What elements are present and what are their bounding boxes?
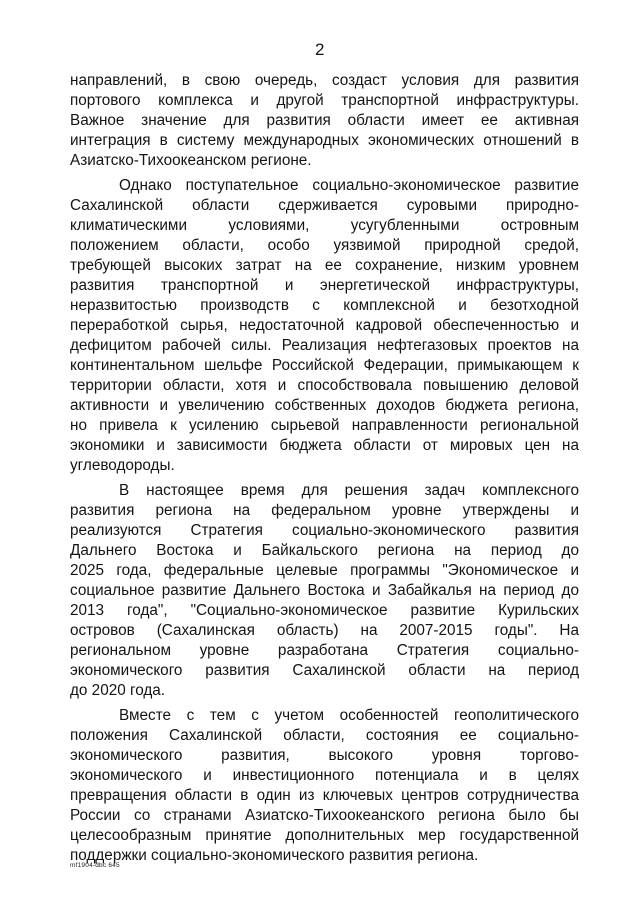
page-number: 2 xyxy=(315,40,325,59)
text-line: Важное значение для развития области имеет ее активная xyxy=(70,112,579,129)
text-line: но привела к усилению сырьевой направленности региональной xyxy=(70,417,579,434)
text-line: целесообразным принятие дополнительных мер государственной xyxy=(70,827,579,844)
paragraph xyxy=(70,706,579,866)
text-line: развития транспортной и энергетической инфраструктуры, xyxy=(70,277,579,294)
text-line: Сахалинской области сдерживается суровыми природно- xyxy=(70,197,579,214)
text-line: Азиатско-Тихоокеанском регионе. xyxy=(70,152,312,169)
text-line: положения Сахалинской области, состояния ее социально- xyxy=(70,727,579,744)
text-line: островов (Сахалинская область) на 2007-2015 годы". На xyxy=(70,622,579,639)
text-line: 2013 года", "Социально-экономическое развитие Курильских xyxy=(70,602,579,619)
text-line: России со странами Азиатско-Тихоокеанского региона было бы xyxy=(70,807,579,824)
document-footer-code: mf1904-dbc 645 xyxy=(70,862,120,869)
paragraph xyxy=(70,481,579,701)
text-line: В настоящее время для решения задач комплексного xyxy=(119,482,579,499)
text-line: углеводороды. xyxy=(70,457,175,474)
text-line: Дальнего Востока и Байкальского региона на период до xyxy=(70,542,579,559)
text-line: портового комплекса и другой транспортной инфраструктуры. xyxy=(70,92,579,109)
text-line: неразвитостью производств с комплексной и безотходной xyxy=(70,297,579,314)
text-line: 2025 года, федеральные целевые программы "Экономическое и xyxy=(70,562,579,579)
paragraph xyxy=(70,71,579,171)
text-line: Однако поступательное социально-экономическое развитие xyxy=(119,177,579,194)
text-line: переработкой сырья, недостаточной кадровой обеспеченностью и xyxy=(70,317,579,334)
body-text xyxy=(70,71,579,866)
text-line: региональном уровне разработана Стратегия социально- xyxy=(70,642,579,659)
text-line: территории области, хотя и способствовала повышению деловой xyxy=(70,377,579,394)
text-line: превращения области в один из ключевых центров сотрудничества xyxy=(70,787,579,804)
text-line: климатическими условиями, усугубленными островным xyxy=(70,217,579,234)
text-line: экономики и зависимости бюджета области от мировых цен на xyxy=(70,437,579,454)
text-line: экономического и инвестиционного потенциала и в целях xyxy=(70,767,579,784)
text-line: требующей высоких затрат на ее сохранение, низким уровнем xyxy=(70,257,579,274)
text-line: дефицитом рабочей силы. Реализация нефтегазовых проектов на xyxy=(70,337,579,354)
text-line: Вместе с тем с учетом особенностей геополитического xyxy=(119,707,579,724)
text-line: направлений, в свою очередь, создаст условия для развития xyxy=(70,72,579,89)
text-line: развития региона на федеральном уровне утверждены и xyxy=(70,502,579,519)
text-line: положением области, особо уязвимой природной средой, xyxy=(70,237,579,254)
text-line: экономического развития, высокого уровня торгово- xyxy=(70,747,579,764)
text-line: экономического развития Сахалинской области на период xyxy=(70,662,579,679)
text-line: активности и увеличению собственных доходов бюджета региона, xyxy=(70,397,579,414)
text-line: реализуются Стратегия социально-экономического развития xyxy=(70,522,579,539)
text-line: поддержки социально-экономического развития региона. xyxy=(70,847,479,864)
text-line: социальное развитие Дальнего Востока и Забайкалья на период до xyxy=(70,582,579,599)
paragraph xyxy=(70,176,579,476)
text-line: до 2020 года. xyxy=(70,682,166,699)
text-line: интеграция в систему международных экономических отношений в xyxy=(70,132,579,149)
text-line: континентальном шельфе Российской Федерации, примыкающем к xyxy=(70,357,579,374)
